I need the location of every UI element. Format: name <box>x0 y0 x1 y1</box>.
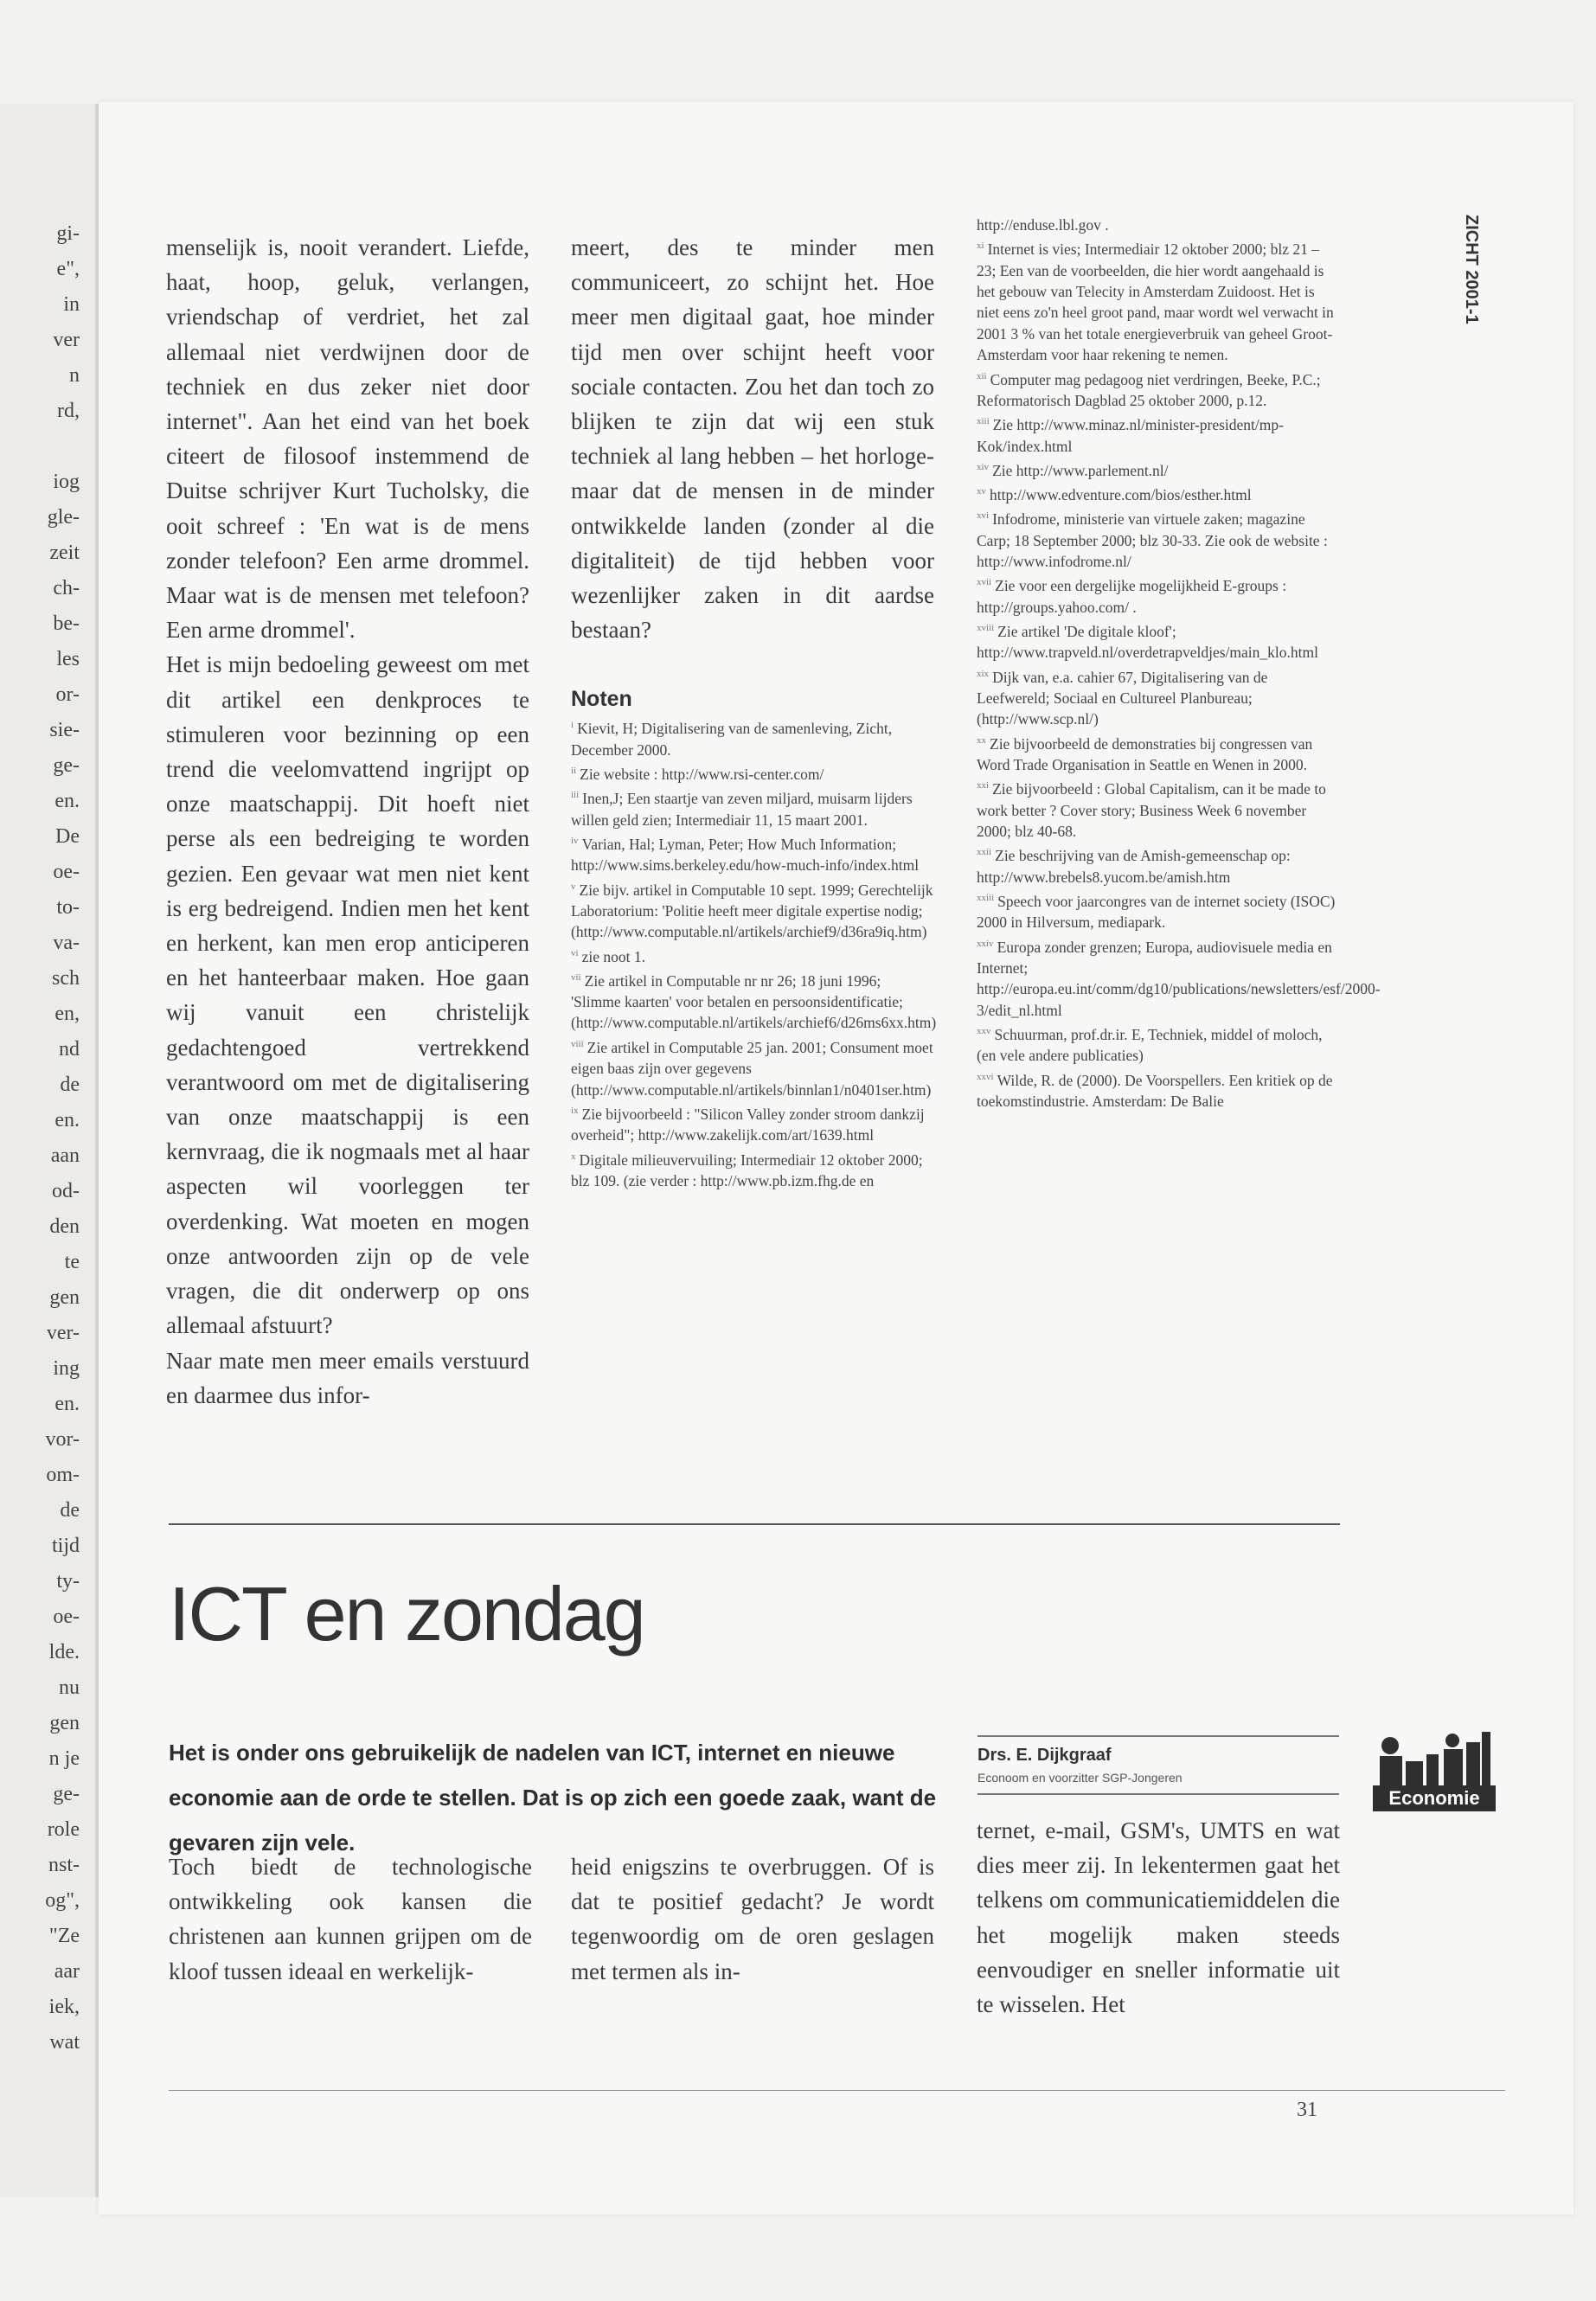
left-page-fragment: gen <box>49 1712 80 1734</box>
footnote-marker: xvi <box>977 510 990 522</box>
running-head: ZICHT 2001-1 <box>1462 215 1481 324</box>
economie-section-logo <box>1373 1728 1496 1811</box>
new-article-column-2 <box>571 1849 934 1989</box>
left-page-fragment: ty- <box>56 1570 80 1593</box>
footnote-text: Zie http://www.minaz.nl/minister-president/mp-Kok/index.html <box>977 416 1284 455</box>
footnote <box>571 715 934 760</box>
footnote-marker: xviii <box>977 623 995 634</box>
footnote-marker: vi <box>571 947 579 958</box>
footnote-marker: xxi <box>977 780 990 792</box>
left-page-fragment: gle- <box>47 506 80 529</box>
footnote-text: Infodrome, ministerie van virtuele zaken; magazine Carp; 18 September 2000; blz 30-33. Zie ook de website : http://www.infodrome.nl/ <box>977 510 1328 571</box>
footnote <box>571 876 934 943</box>
left-page-fragment: ver- <box>46 1322 80 1344</box>
footnote-text: Zie artikel 'De digitale kloof'; http://www.trapveld.nl/overdetrapveldjes/main_klo.html <box>977 622 1318 662</box>
footnote-marker: viii <box>571 1038 584 1049</box>
footnote <box>977 215 1340 235</box>
footnote-text: Speech voor jaarcongres van de internet society (ISOC) 2000 in Hilversum, mediapark. <box>977 892 1336 932</box>
left-page-fragment: lde. <box>48 1641 80 1663</box>
left-page-fragment: to- <box>56 896 80 919</box>
left-page-fragment: ch- <box>53 577 80 599</box>
left-page-fragment: te <box>64 1251 80 1273</box>
left-page-fragment: iek, <box>48 1996 80 2018</box>
footnote-text: Computer mag pedagoog niet verdringen, Beeke, P.C.; Reformatorisch Dagblad 25 oktober 2000, p.12. <box>977 370 1321 409</box>
page-number: 31 <box>1297 2099 1317 2121</box>
author-rule-bottom <box>977 1793 1339 1795</box>
left-page-fragment: e", <box>56 258 80 280</box>
footnote <box>977 1021 1340 1067</box>
footnote-text: Zie http://www.parlement.nl/ <box>992 461 1169 479</box>
left-page-fragment: gi- <box>56 222 80 245</box>
footnote-marker: xi <box>977 240 984 252</box>
left-page-fragment: in <box>63 293 80 316</box>
footnote <box>571 1034 934 1100</box>
footnote <box>571 943 934 967</box>
author-rule-top <box>977 1735 1339 1737</box>
paragraph: meert, des te minder men communiceert, zo schijnt het. Hoe meer men digitaal gaat, hoe minder tijd men over schijnt heeft voor sociale contacten. Zou het dan toch zo blijken te zijn dat wij een stuk techniek al lang hebben – het horloge- maar dat de mensen in de minder ontwikkelde landen (zonder al die digitaliteit) de tijd hebben voor wezenlijker zaken in dit aardse bestaan? <box>571 234 934 644</box>
footnote <box>977 366 1340 412</box>
footnote-marker: xvii <box>977 577 992 588</box>
footnote-text: Wilde, R. de (2000). De Voorspellers. Een kritiek op de toekomstindustrie. Amsterdam: De Balie <box>977 1071 1333 1111</box>
footnote-text: http://enduse.lbl.gov . <box>977 216 1109 234</box>
left-page-fragment: nst- <box>48 1854 80 1876</box>
footnote-text: Zie website : http://www.rsi-center.com/ <box>580 765 824 783</box>
footnote-text: Europa zonder grenzen; Europa, audiovisuele media en Internet; http://europa.eu.int/comm/dg10/publications/newsletters/esf/2000-3/edit_nl.html <box>977 938 1381 1019</box>
left-page-fragment: nd <box>59 1038 80 1061</box>
footnote-text: Zie artikel in Computable nr nr 26; 18 juni 1996; 'Slimme kaarten' voor betalen en persoonsidentificatie; (http://www.computable.nl/artikels/archief6/d26ms6xx.htm) <box>571 971 937 1032</box>
page <box>99 102 1574 2214</box>
left-page-fragment: om- <box>46 1464 80 1486</box>
footnote <box>977 481 1340 505</box>
economie-figures-icon <box>1373 1728 1496 1785</box>
left-page-fragment: n <box>69 364 80 387</box>
footnote-text: Zie artikel in Computable 25 jan. 2001; Consument moet eigen baas zijn over gegevens (http://www.computable.nl/artikels/binnlan1/n0401ser.htm) <box>571 1038 933 1099</box>
author-block <box>977 1735 1339 1795</box>
footnote-text: http://www.edventure.com/bios/esther.html <box>990 486 1252 504</box>
paragraph: Naar mate men meer emails verstuurd en daarmee dus infor- <box>166 1347 529 1408</box>
footnote <box>977 457 1340 481</box>
footnote-marker: v <box>571 881 576 892</box>
left-page-fragment: be- <box>53 612 80 635</box>
footnote <box>977 1067 1340 1112</box>
footnote-marker: xxiv <box>977 938 994 949</box>
left-page-fragment: n je <box>48 1747 80 1770</box>
footnote-text: zie noot 1. <box>581 947 645 965</box>
new-article-column-1 <box>169 1849 532 1989</box>
footnote-text: Varian, Hal; Lyman, Peter; How Much Information; http://www.sims.berkeley.edu/how-much-info/index.html <box>571 835 920 875</box>
paragraph: heid enigszins te overbruggen. Of is dat te positief gedacht? Je wordt tegenwoordig om de oren geslagen met termen als in- <box>571 1854 934 1984</box>
left-page-fragment: aan <box>50 1144 80 1167</box>
footnote-marker: xiii <box>977 416 990 427</box>
footnote-marker: ii <box>571 766 577 777</box>
left-page-fragment: oe- <box>53 861 80 883</box>
left-page-fragment: gen <box>49 1286 80 1309</box>
footnote-text: Zie beschrijving van de Amish-gemeenschap op: http://www.brebels8.yucom.be/amish.htm <box>977 847 1291 886</box>
footnote <box>571 760 934 785</box>
left-page-fragment: or- <box>55 683 80 706</box>
footnote <box>977 235 1340 365</box>
left-page-fragment: en. <box>54 1393 80 1415</box>
footnote-text: Zie bijvoorbeeld de demonstraties bij congressen van Word Trade Organisation in Seattle en Wenen in 2000. <box>977 734 1313 774</box>
footnote <box>977 572 1340 618</box>
footnote-marker: iii <box>571 790 580 801</box>
footnote <box>571 785 934 830</box>
left-page-fragment: De <box>55 825 80 848</box>
footer-rule <box>169 2090 1505 2091</box>
left-page-fragment: de <box>60 1499 80 1522</box>
left-page-fragment: og", <box>45 1889 80 1912</box>
left-page-fragment: ver <box>53 329 80 351</box>
left-page-fragment: sch <box>52 967 80 990</box>
left-page-fragment: ge- <box>53 754 80 777</box>
left-page-fragment: iog <box>53 471 80 493</box>
footnote <box>977 730 1340 776</box>
footnote-marker: xx <box>977 734 986 746</box>
left-page-fragment: wat <box>49 2031 80 2054</box>
left-page-fragment: od- <box>52 1180 80 1202</box>
notes-column-3 <box>977 215 1381 1112</box>
left-page-fragment: les <box>56 648 80 670</box>
footnote-text: Digitale milieuvervuiling; Intermediair 12 oktober 2000; blz 109. (zie verder : http://www.pb.izm.fhg.de en <box>571 1150 923 1189</box>
footnote-text: Kievit, H; Digitalisering van de samenleving, Zicht, December 2000. <box>571 720 893 759</box>
footnote-text: Zie bijv. artikel in Computable 10 sept. 1999; Gerechtelijk Laboratorium: 'Politie heeft meer digitale expertise nodig; (http://www.computable.nl/artikels/archief9/d36ra9iq.htm) <box>571 881 933 941</box>
left-page-fragment: aar <box>54 1960 80 1983</box>
section-divider <box>169 1523 1340 1525</box>
footnote <box>977 842 1340 888</box>
footnote-marker: xxii <box>977 847 992 858</box>
footnote-text: Dijk van, e.a. cahier 67, Digitalisering van de Leefwereld; Sociaal en Cultureel Planbureau; (http://www.scp.nl/) <box>977 668 1268 728</box>
left-page-fragment: va- <box>53 932 80 954</box>
left-page-fragment: de <box>60 1074 80 1096</box>
footnote-marker: xiv <box>977 461 990 472</box>
author-role: Econoom en voorzitter SGP-Jongeren <box>977 1771 1183 1785</box>
footnote <box>571 1146 934 1192</box>
author-name: Drs. E. Dijkgraaf <box>977 1746 1112 1765</box>
left-page-fragment: sie- <box>49 719 80 741</box>
left-page-fragment: tijd <box>51 1535 80 1557</box>
notes-heading: Noten <box>571 687 632 711</box>
left-page-fragment: den <box>49 1215 80 1238</box>
left-page-edge <box>0 104 99 2197</box>
footnote-text: Internet is vies; Intermediair 12 oktober 2000; blz 21 – 23; Een van de voorbeelden, die hier wordt aangehaald is het gebouw van Telecity in Amsterdam Zuidoost. Het is niet eens zo'n heel groot pand, maar wordt wel verwacht in 2001 3 % van het totale energieverbruik van geheel Groot-Amsterdam voor haar rekening te nemen. <box>977 240 1334 364</box>
article-column-2 <box>571 230 934 647</box>
footnote <box>977 411 1340 457</box>
footnote-marker: xv <box>977 486 986 497</box>
notes-column-2 <box>571 687 937 1191</box>
left-page-fragment: rd, <box>57 400 80 422</box>
paragraph: Toch biedt de technologische ontwikkeling ook kansen die christenen aan kunnen grijpen om de kloof tussen ideaal en werkelijk- <box>169 1854 532 1984</box>
article-column-1 <box>166 230 529 1413</box>
footnote-marker: xii <box>977 370 987 381</box>
left-page-fragment: en. <box>54 790 80 812</box>
footnote-text: Zie bijvoorbeeld : "Silicon Valley zonder stroom dankzij overheid"; http://www.zakelijk.com/art/1639.html <box>571 1105 925 1144</box>
footnote <box>977 663 1340 730</box>
paragraph: ternet, e-mail, GSM's, UMTS en wat dies meer zij. In lekentermen gaat het telkens om communicatiemiddelen die het mogelijk maken steeds eenvoudiger en sneller informatie uit te wisselen. Het <box>977 1817 1340 2018</box>
footnote-text: Zie bijvoorbeeld : Global Capitalism, can it be made to work better ? Cover story; Business Week 6 november 2000; blz 40-68. <box>977 780 1326 841</box>
left-page-fragment: vor- <box>45 1428 80 1451</box>
footnote <box>977 505 1340 572</box>
paragraph: menselijk is, nooit verandert. Liefde, haat, hoop, geluk, verlangen, vriendschap of verdriet, het zal allemaal niet verdwijnen door de techniek en dus zeker niet door internet". Aan het eind van het boek citeert de filosoof instemmend de Duitse schrijver Kurt Tucholsky, die ooit schreef : 'En wat is de mens zonder telefoon? Een arme drommel. Maar wat is de mensen met telefoon? Een arme drommel'. <box>166 234 529 644</box>
footnote-text: Schuurman, prof.dr.ir. E, Techniek, middel of moloch, (en vele andere publicaties) <box>977 1026 1323 1065</box>
footnote-marker: xxvi <box>977 1071 994 1082</box>
footnote <box>977 775 1340 842</box>
footnote-marker: vii <box>571 971 581 983</box>
left-page-fragment: nu <box>59 1676 80 1699</box>
footnote <box>571 1100 934 1146</box>
footnote-marker: xix <box>977 668 990 679</box>
footnote <box>977 888 1340 933</box>
footnote-marker: x <box>571 1150 576 1162</box>
new-article-column-3 <box>977 1813 1340 2022</box>
left-page-fragment: zeit <box>49 542 80 564</box>
footnote-marker: xxiii <box>977 893 995 904</box>
footnote <box>977 618 1340 663</box>
footnote-marker: iv <box>571 835 579 846</box>
left-page-fragment: en. <box>54 1109 80 1131</box>
footnote <box>571 830 934 876</box>
left-page-fragment: ge- <box>53 1783 80 1805</box>
left-page-fragment: ing <box>53 1357 80 1380</box>
left-page-fragment: oe- <box>53 1606 80 1628</box>
footnote <box>977 933 1381 1021</box>
footnote-marker: ix <box>571 1105 579 1116</box>
article-lead: Het is onder ons gebruikelijk de nadelen van ICT, internet en nieuwe economie aan de orde te stellen. Dat is op zich een goede zaak, want de gevaren zijn vele. <box>169 1740 937 1856</box>
footnote-text: Zie voor een dergelijke mogelijkheid E-groups : http://groups.yahoo.com/ . <box>977 577 1287 616</box>
left-page-fragment: "Ze <box>48 1925 80 1947</box>
footnote <box>571 967 937 1034</box>
article-title: ICT en zondag <box>169 1571 644 1657</box>
footnote-marker: i <box>571 720 574 731</box>
paragraph: Het is mijn bedoeling geweest om met dit artikel een denkproces te stimuleren voor bezinning op een trend die veelomvattend ingrijpt op onze maatschappij. Dit hoeft niet perse als een bedreiging te worden gezien. Een gevaar wat men niet kent is erg bedreigend. Indien men het kent en herkent, kan men erop anticiperen en het hanteerbaar maken. Hoe gaan wij vanuit een christelijk gedachtengoed vertrekkend verantwoord om met de digitalisering van onze maatschappij is een kernvraag, die ik nogmaals met al haar aspecten wil voorleggen ter overdenking. Wat moeten en mogen onze antwoorden zijn op de vele vragen, die dit onderwerp op ons allemaal afstuurt? <box>166 651 529 1339</box>
footnote-marker: xxv <box>977 1026 991 1037</box>
section-label: Economie <box>1373 1785 1496 1811</box>
left-page-fragment: role <box>47 1818 80 1841</box>
left-page-fragment: en, <box>54 1003 80 1025</box>
footnote-text: Inen,J; Een staartje van zeven miljard, muisarm lijders willen geld zien; Intermediair 11, 15 maart 2001. <box>571 790 913 829</box>
